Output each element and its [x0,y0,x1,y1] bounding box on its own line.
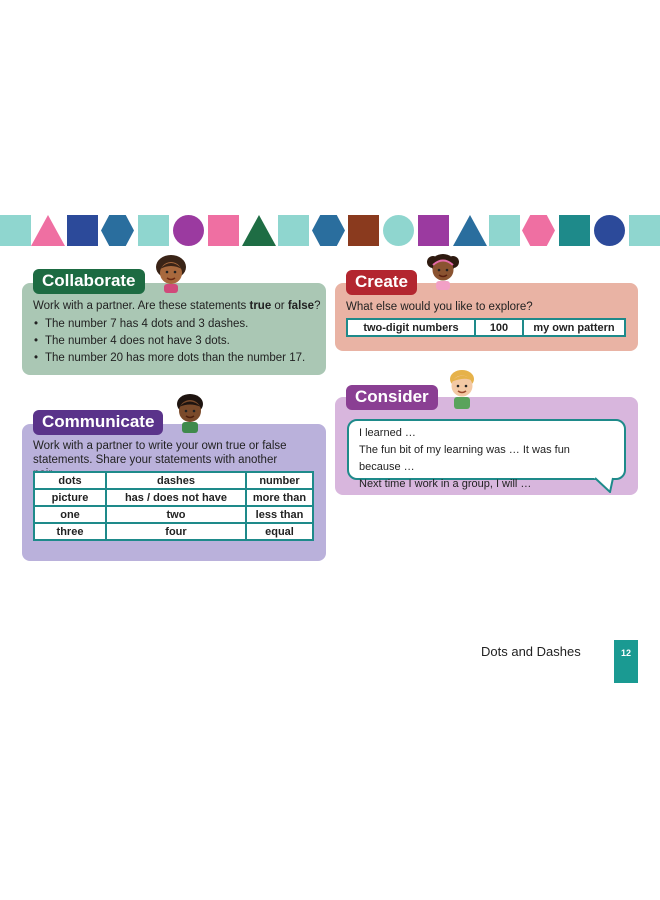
list-item: • The number 7 has 4 dots and 3 dashes. [33,316,323,333]
list-item: • The number 4 does not have 3 dots. [33,333,323,350]
teal-dark-square-shape [559,215,590,246]
table-cell: number [246,472,313,489]
pink-hexagon-shape [522,215,555,246]
reflection-line: Next time I work in a group, I will … [359,478,532,490]
statement-list [33,316,323,367]
collaborate-instructions [33,298,323,367]
option-cell: 100 [475,319,523,336]
shape-border [0,215,660,249]
brown-square-shape [348,215,379,246]
table-cell: dashes [106,472,246,489]
purple-square-shape [418,215,449,246]
consider-title: Consider [346,385,438,410]
table-row [34,472,313,489]
intro-or: or [271,300,288,312]
table-cell: two [106,506,246,523]
table-cell: three [34,523,106,540]
teal-square-shape [138,215,169,246]
navy-circle-shape [594,215,625,246]
table-cell: more than [246,489,313,506]
create-title: Create [346,270,417,295]
boy-avatar-icon [172,391,208,433]
table-cell: equal [246,523,313,540]
list-item: • The number 20 has more dots than the number 17. [33,350,323,367]
teal-square-shape [489,215,520,246]
blue-hexagon-shape [312,215,345,246]
table-cell: one [34,506,106,523]
table-cell: dots [34,472,106,489]
option-cell: two-digit numbers [347,319,475,336]
pink-square-shape [208,215,239,246]
teal-square-shape [629,215,660,246]
table-row [347,319,625,336]
table-cell: picture [34,489,106,506]
speech-tail-icon [593,477,615,493]
collaborate-title: Collaborate [33,269,145,294]
communicate-instructions: Work with a partner to write your own true or false statements. Share your statements with another [33,440,287,466]
page-number-tab: 12 [614,640,638,683]
purple-circle-shape [173,215,204,246]
table-row [34,489,313,506]
create-options-table [346,318,626,337]
table-row [34,523,313,540]
page-footer-title: Dots and Dashes [481,644,581,659]
boy-avatar-icon [445,367,479,409]
blue-triangle-shape [453,215,487,246]
teal-circle-shape [383,215,414,246]
option-cell: my own pattern [523,319,625,336]
teal-square-shape [0,215,31,246]
table-row [34,506,313,523]
table-cell: has / does not have [106,489,246,506]
table-cell: four [106,523,246,540]
teal-square-shape [278,215,309,246]
navy-square-shape [67,215,98,246]
create-question: What else would you like to explore? [346,301,533,313]
communicate-title: Communicate [33,410,163,435]
green-triangle-shape [242,215,276,246]
intro-text: Work with a partner. Are these statements [33,300,250,312]
girl-avatar-icon [153,253,189,293]
word-bank-table [33,471,314,541]
intro-false: false [287,300,315,312]
intro-end: ? [314,300,321,312]
reflection-line: I learned … [359,427,416,439]
collaborate-intro [33,298,323,314]
intro-true: true [249,300,272,312]
reflection-line: The fun bit of my learning was … It was fun because … [359,444,570,473]
blue-hexagon-shape [101,215,134,246]
table-cell: less than [246,506,313,523]
reflection-speech-bubble [347,419,626,490]
girl-avatar-icon [425,250,461,290]
pink-triangle-shape [31,215,65,246]
